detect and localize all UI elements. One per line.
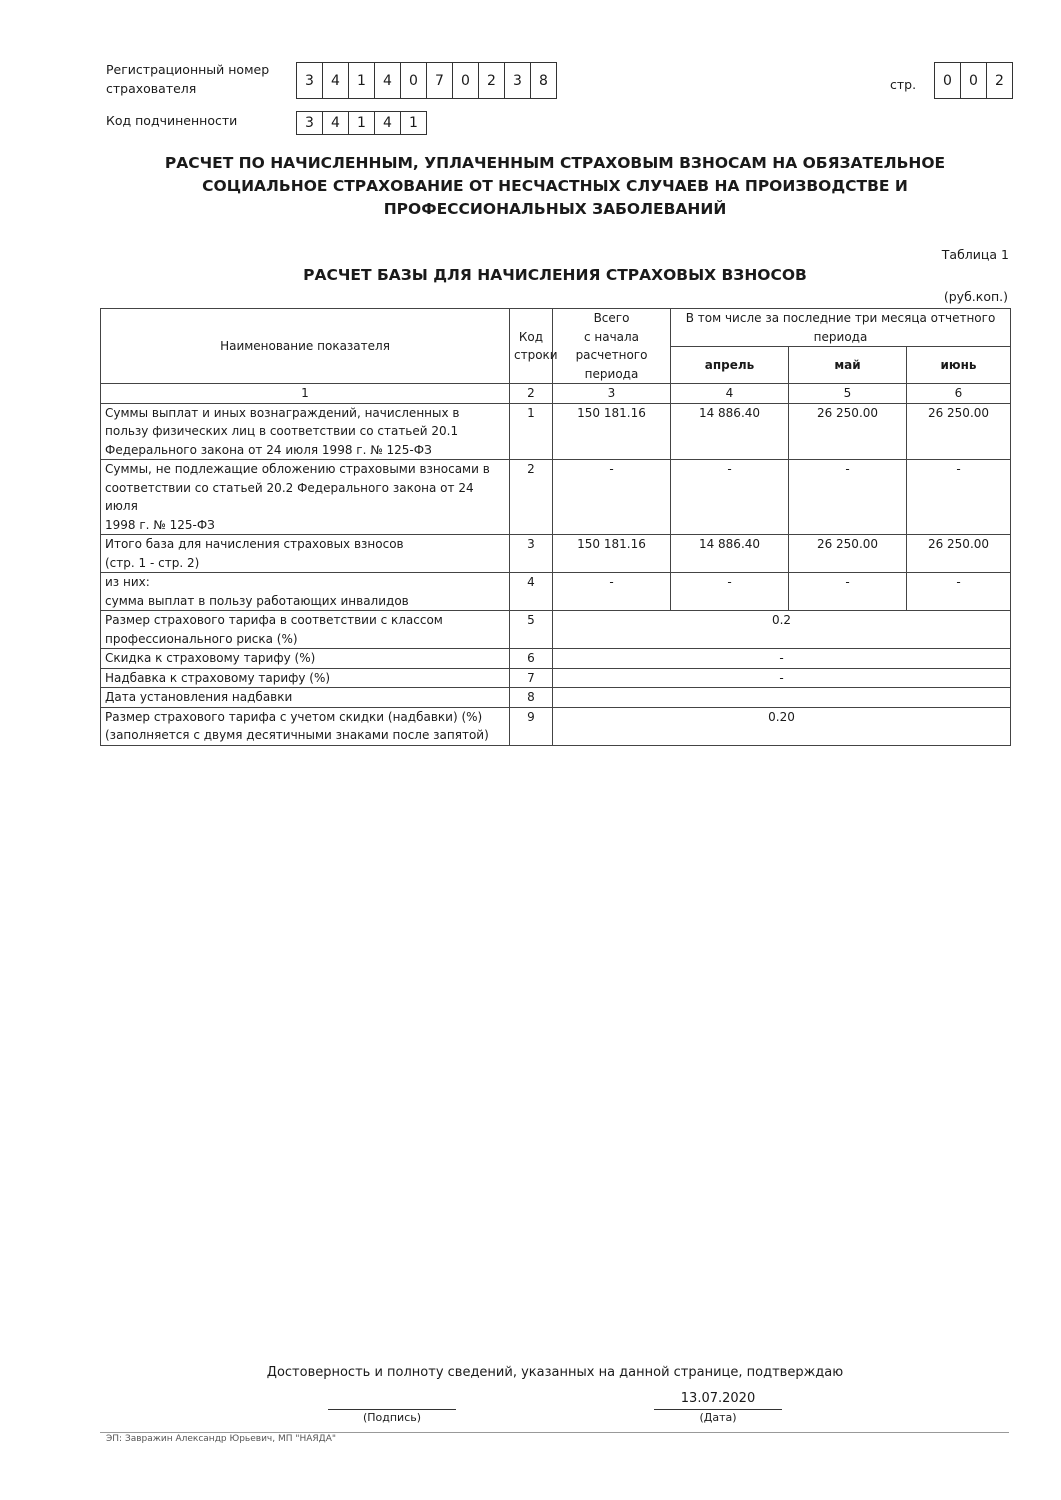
digit-cell: 3 [297,63,323,98]
column-number: 5 [789,384,907,404]
row-name-line: Суммы, не подлежащие обложению страховыми взносами в [105,462,490,476]
row-may: 26 250.00 [789,535,907,573]
table-title: РАСЧЕТ БАЗЫ ДЛЯ НАЧИСЛЕНИЯ СТРАХОВЫХ ВЗНОСОВ [303,266,807,284]
row-april: - [671,460,789,535]
electronic-signature-note: ЭП: Завражин Александр Юрьевич, МП "НАЯДА" [106,1434,336,1444]
row-value: - [553,649,1011,669]
row-value: 0.20 [553,707,1011,745]
digit-cell: 2 [479,63,505,98]
row-april: 14 886.40 [671,535,789,573]
row-value [553,688,1011,708]
signature-line [328,1409,456,1410]
page-label: стр. [890,77,917,92]
row-name-line: сумма выплат в пользу работающих инвалидов [105,593,409,608]
row-name [101,611,510,649]
digit-cell: 0 [453,63,479,98]
column-number: 3 [553,384,671,404]
row-name-line: Скидка к страховому тарифу (%) [105,651,316,665]
header-code: Код строки [510,309,553,384]
base-calculation-table [100,308,1011,746]
digit-cell: 4 [323,63,349,98]
table-row [101,573,1011,611]
column-numbers-row [101,384,1011,404]
row-name-line: соответствии со статьей 20.2 Федерального закона от 24 июля [105,480,474,513]
digit-cell: 1 [349,112,375,134]
digit-cell: 1 [349,63,375,98]
row-name-line: профессионального риска (%) [105,631,298,646]
digit-cell: 8 [539,72,548,89]
row-code: 9 [510,707,553,745]
row-june: 26 250.00 [907,535,1011,573]
table-row [101,668,1011,688]
row-name-line: Размер страхового тарифа в соответствии с классом [105,613,443,627]
signature-label: (Подпись) [362,1411,422,1424]
date-value: 13.07.2020 [680,1391,756,1406]
row-code: 6 [510,649,553,669]
header-last-three-months: В том числе за последние три месяца отчетного периода [671,309,1011,347]
table-row [101,707,1011,745]
row-name-line: (стр. 1 - стр. 2) [105,555,200,570]
row-code: 4 [510,573,553,611]
column-number: 1 [101,384,510,404]
row-name [101,573,510,611]
row-code: 7 [510,668,553,688]
row-name-line: Размер страхового тарифа с учетом скидки (надбавки) (%) [105,709,483,724]
row-name-line: 1998 г. № 125-ФЗ [105,517,215,532]
row-name [101,460,510,535]
table-row [101,460,1011,535]
digit-cell: 0 [961,63,987,98]
header-month-may: май [789,347,907,384]
digit-cell: 4 [375,63,401,98]
row-name-line: пользу физических лиц в соответствии со статьей 20.1 [105,424,459,438]
row-total: 150 181.16 [553,535,671,573]
date-line [654,1409,782,1410]
row-name [101,688,510,708]
subordination-cells [296,111,427,135]
row-name [101,668,510,688]
table-row [101,403,1011,460]
table-row [101,688,1011,708]
row-name-line: из них: [105,575,150,589]
row-code: 8 [510,688,553,708]
confirmation-text: Достоверность и полноту сведений, указанных на данной странице, подтверждаю [266,1365,844,1380]
table-number-label: Таблица 1 [941,247,1009,262]
digit-cell: 4 [323,112,349,134]
column-number: 2 [510,384,553,404]
row-code: 2 [510,460,553,535]
row-may: - [789,460,907,535]
digit-cell: 0 [401,63,427,98]
digit-cell: 7 [427,63,453,98]
digit-cell: 2 [995,72,1004,89]
table-row [101,649,1011,669]
row-april: 14 886.40 [671,403,789,460]
reg-number-cells [296,62,557,99]
footer-divider [100,1432,1009,1433]
row-name [101,707,510,745]
row-code: 3 [510,535,553,573]
row-name-line: Суммы выплат и иных вознаграждений, начисленных в [105,405,460,420]
page-number-cells [934,62,1013,99]
row-value: - [553,668,1011,688]
column-number: 6 [907,384,1011,404]
table-row [101,535,1011,573]
row-name [101,403,510,460]
header-month-june: июнь [907,347,1011,384]
row-name-line: Итого база для начисления страховых взносов [105,537,404,551]
column-number: 4 [671,384,789,404]
digit-cell: 4 [375,112,401,134]
row-name-line: (заполняется с двумя десятичными знаками после запятой) [105,728,489,742]
digit-cell: 1 [409,115,418,131]
row-may: - [789,573,907,611]
row-name-line: Дата установления надбавки [105,690,293,704]
row-name [101,649,510,669]
table-row [101,611,1011,649]
row-total: - [553,460,671,535]
row-may: 26 250.00 [789,403,907,460]
header-name: Наименование показателя [101,309,510,384]
row-total: 150 181.16 [553,403,671,460]
date-label: (Дата) [699,1411,737,1424]
row-name [101,535,510,573]
row-code: 1 [510,403,553,460]
row-value: 0.2 [553,611,1011,649]
row-april: - [671,573,789,611]
reg-number-label: Регистрационный номер страхователя [106,62,270,96]
units-label: (руб.коп.) [943,289,1008,304]
row-name-line: Федерального закона от 24 июля 1998 г. № 125-ФЗ [105,442,432,457]
digit-cell: 3 [505,63,531,98]
digit-cell: 3 [297,112,323,134]
document-title: РАСЧЕТ ПО НАЧИСЛЕННЫМ, УПЛАЧЕННЫМ СТРАХОВЫМ ВЗНОСАМ НА ОБЯЗАТЕЛЬНОЕ СОЦИАЛЬНОЕ СТРАХОВАНИЕ ОТ НЕСЧАСТНЫХ СЛУЧАЕВ НА ПРОИЗВОДСТВЕ И ПРОФЕССИОНАЛЬНЫХ ЗАБОЛЕВАНИЙ [164,154,946,218]
header-total: Всего с начала расчетного периода [553,309,671,384]
digit-cell: 0 [935,63,961,98]
header-month-april: апрель [671,347,789,384]
row-june: - [907,460,1011,535]
row-june: 26 250.00 [907,403,1011,460]
row-june: - [907,573,1011,611]
row-code: 5 [510,611,553,649]
row-total: - [553,573,671,611]
row-name-line: Надбавка к страховому тарифу (%) [105,670,331,685]
subordination-label: Код подчиненности [106,113,238,128]
